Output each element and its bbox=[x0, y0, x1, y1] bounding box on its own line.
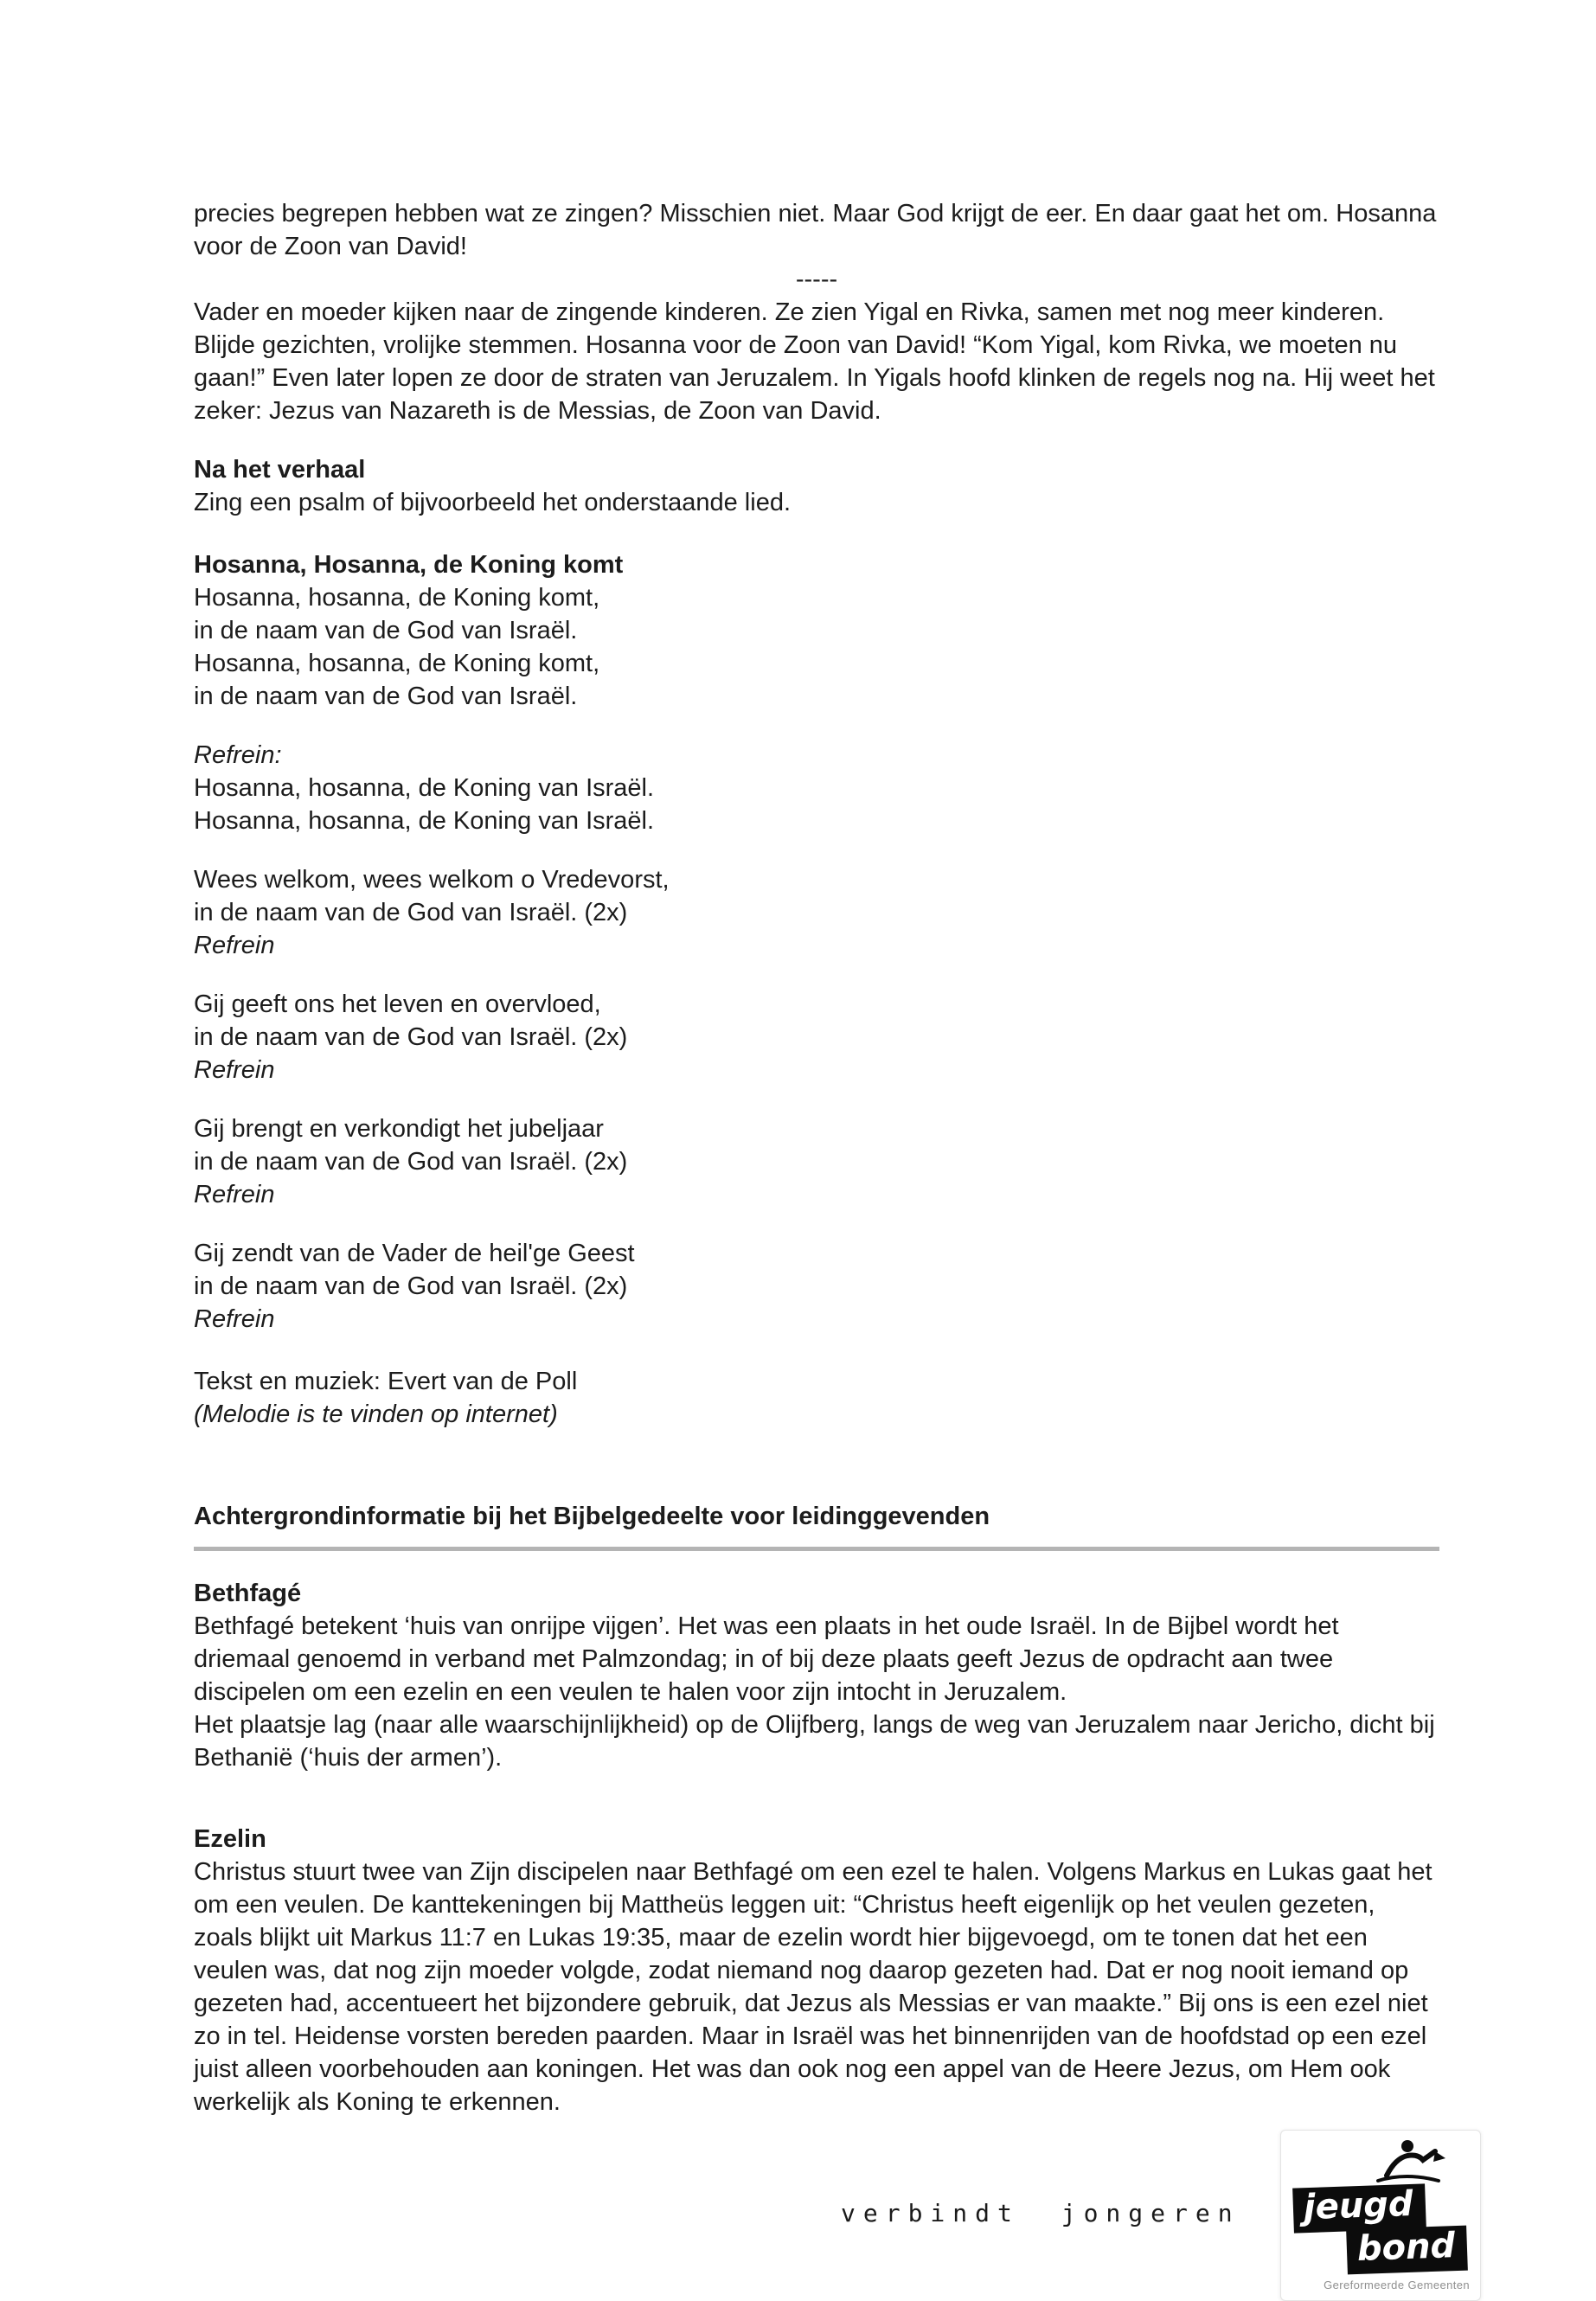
refrain-reference: Refrein bbox=[194, 1181, 275, 1208]
logo-word-bond: bond bbox=[1346, 2226, 1468, 2275]
section-bethfage bbox=[194, 1577, 1439, 1774]
section-title-ezelin: Ezelin bbox=[194, 1825, 266, 1853]
refrain-label: Refrein: bbox=[194, 741, 282, 769]
song-opening-stanza bbox=[194, 581, 1439, 713]
jeugdbond-logo bbox=[1280, 2130, 1481, 2301]
song-line: in de naam van de God van Israël. (2x) bbox=[194, 1272, 628, 1300]
section-title-bethfage: Bethfagé bbox=[194, 1580, 302, 1607]
song-credits bbox=[194, 1365, 1439, 1431]
section-paragraph: Bethfagé betekent ‘huis van onrijpe vijgen’. Het was een plaats in het oude Israël. In de Bijbel wordt het driemaal genoemd in verband met Palmzondag; in of bij deze plaats geeft Jezus de opdracht aan twee discipelen om een ezelin en een veulen te halen voor zijn intocht in Jeruzalem. bbox=[194, 1612, 1339, 1706]
song-line: in de naam van de God van Israël. bbox=[194, 617, 578, 644]
song-line: Hosanna, hosanna, de Koning komt, bbox=[194, 650, 600, 677]
song-line: in de naam van de God van Israël. (2x) bbox=[194, 1023, 628, 1051]
refrain-reference: Refrein bbox=[194, 932, 275, 959]
song-line: Gij brengt en verkondigt het jubeljaar bbox=[194, 1115, 604, 1143]
section-paragraph: Het plaatsje lag (naar alle waarschijnlijkheid) op de Olijfberg, langs de weg van Jeruzalem naar Jericho, dicht bij Bethanië (‘huis der armen’). bbox=[194, 1711, 1435, 1772]
intro-paragraph-2: Vader en moeder kijken naar de zingende kinderen. Ze zien Yigal en Rivka, samen met nog meer kinderen. Blijde gezichten, vrolijke stemmen. Hosanna voor de Zoon van David! “Kom Yigal, kom Rivka, we moeten nu gaan!” Even later lopen ze door de straten van Jeruzalem. In Yigals hoofd klinken de regels nog na. Hij weet het zeker: Jezus van Nazareth is de Messias, de Zoon van David. bbox=[194, 298, 1435, 425]
section-ezelin bbox=[194, 1823, 1439, 2118]
after-story-heading: Na het verhaal bbox=[194, 456, 366, 484]
section-paragraph: Christus stuurt twee van Zijn discipelen naar Bethfagé om een ezel te halen. Volgens Markus en Lukas gaat het om een veulen. De kanttekeningen bij Mattheüs leggen uit: “Christus heeft eigenlijk op het veulen gezeten, zoals blijkt uit Markus 11:7 en Lukas 19:35, maar de ezelin wordt hier bijgevoegd, om te tonen dat het een veulen was, dat nog zijn moeder volgde, zodat niemand nog daarop gezeten had. Dat er nog nooit iemand op gezeten had, accentueert het bijzondere gebruik, dat Jezus als Messias er van maakte.” Bij ons is een ezel niet zo in tel. Heidense vorsten bereden paarden. Maar in Israël was het binnenrijden van de hoofdstad op een ezel juist alleen voorbehouden aan koningen. Het was dan ook nog een appel van de Heere Jezus, om Hem ook werkelijk als Koning te erkennen. bbox=[194, 1858, 1433, 2116]
song-line: Hosanna, hosanna, de Koning komt, bbox=[194, 584, 600, 612]
song-line: in de naam van de God van Israël. (2x) bbox=[194, 1148, 628, 1176]
credits-text: Tekst en muziek: Evert van de Poll bbox=[194, 1368, 578, 1395]
document-content bbox=[194, 197, 1439, 2118]
footer-tagline: verbindt jongeren bbox=[841, 2199, 1240, 2227]
song-line: in de naam van de God van Israël. (2x) bbox=[194, 899, 628, 926]
song-verse-1 bbox=[194, 863, 1439, 962]
credits-note: (Melodie is te vinden op internet) bbox=[194, 1400, 558, 1428]
section-divider-rule bbox=[194, 1547, 1439, 1551]
song-line: Hosanna, hosanna, de Koning van Israël. bbox=[194, 774, 655, 802]
song-line: in de naam van de God van Israël. bbox=[194, 683, 578, 710]
song-line: Gij zendt van de Vader de heil'ge Geest bbox=[194, 1240, 635, 1267]
song-title: Hosanna, Hosanna, de Koning komt bbox=[194, 551, 624, 579]
song-verse-4 bbox=[194, 1237, 1439, 1336]
paragraph-divider: ----- bbox=[795, 266, 838, 293]
song-verse-3 bbox=[194, 1112, 1439, 1211]
song-line: Hosanna, hosanna, de Koning van Israël. bbox=[194, 807, 655, 835]
song-line: Gij geeft ons het leven en overvloed, bbox=[194, 990, 601, 1018]
logo-subtitle: Gereformeerde Gemeenten bbox=[1324, 2279, 1470, 2291]
background-heading: Achtergrondinformatie bij het Bijbelgedeelte voor leidinggevenden bbox=[194, 1503, 990, 1530]
song-verse-2 bbox=[194, 988, 1439, 1086]
song-refrain-stanza bbox=[194, 739, 1439, 837]
logo-wordmark bbox=[1292, 2183, 1470, 2272]
after-story-text: Zing een psalm of bijvoorbeeld het onderstaande lied. bbox=[194, 489, 792, 516]
intro-paragraph-1: precies begrepen hebben wat ze zingen? Misschien niet. Maar God krijgt de eer. En daar gaat het om. Hosanna voor de Zoon van David! bbox=[194, 200, 1437, 260]
refrain-reference: Refrein bbox=[194, 1305, 275, 1333]
refrain-reference: Refrein bbox=[194, 1056, 275, 1084]
song-section bbox=[194, 548, 1439, 1431]
logo-word-jeugd: jeugd bbox=[1292, 2183, 1426, 2233]
logo-figure-icon bbox=[1349, 2136, 1461, 2186]
song-line: Wees welkom, wees welkom o Vredevorst, bbox=[194, 866, 670, 894]
